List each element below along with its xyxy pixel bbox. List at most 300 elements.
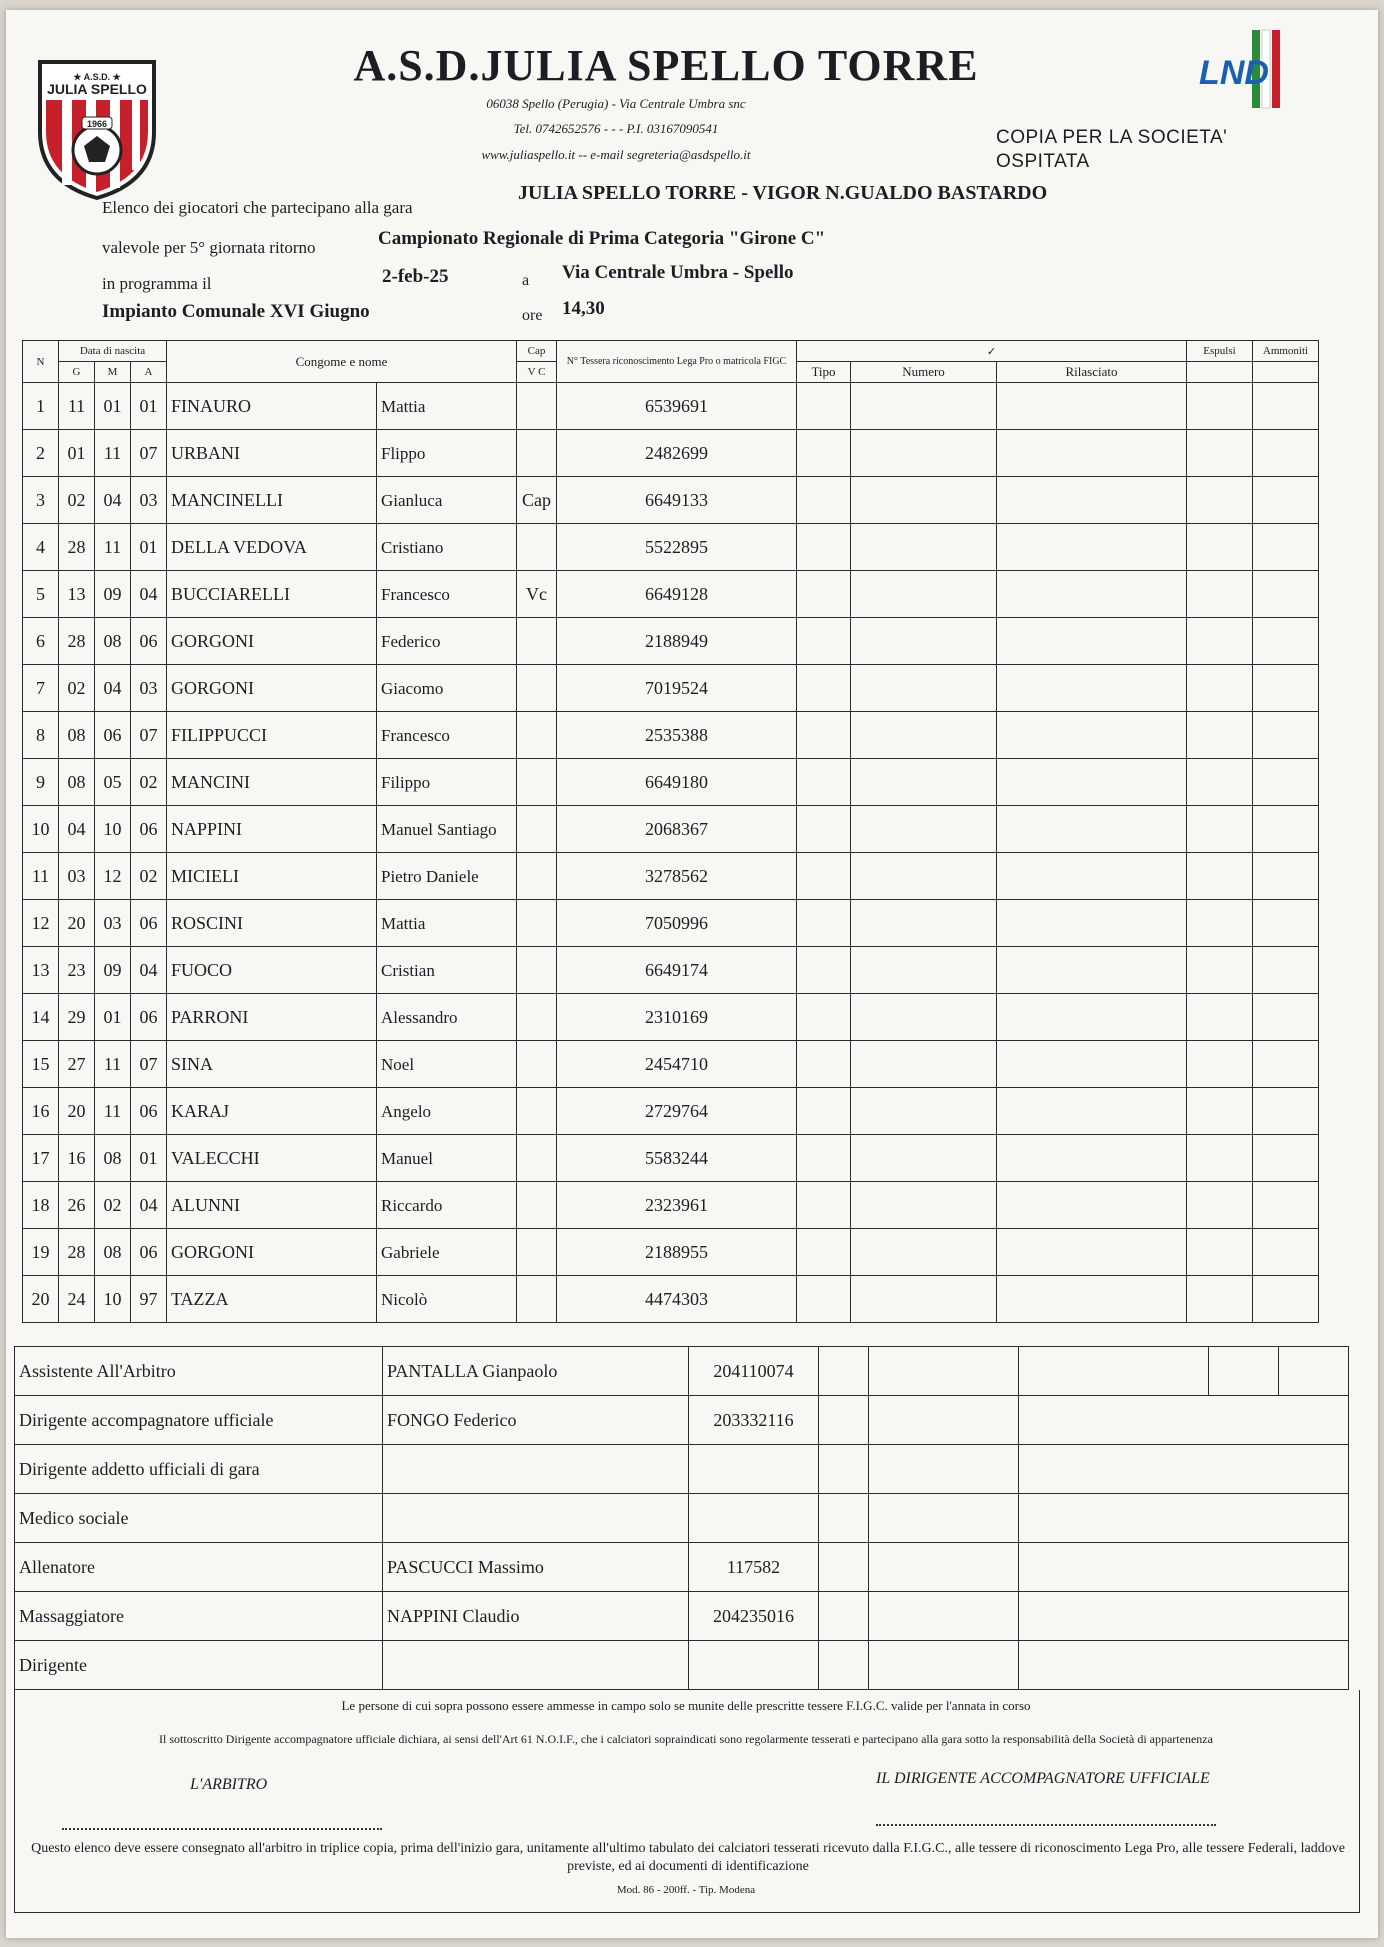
player-tessera: 7019524 bbox=[557, 665, 797, 712]
staff-empty-cell bbox=[819, 1494, 869, 1543]
col-a: A bbox=[131, 362, 167, 383]
player-number: 11 bbox=[23, 853, 59, 900]
manager-signature-line bbox=[876, 1822, 1216, 1826]
players-label: Elenco dei giocatori che partecipano alla gara bbox=[102, 198, 413, 217]
staff-row bbox=[15, 1543, 1349, 1592]
espulsi-cell bbox=[1187, 477, 1253, 524]
player-role: Cap bbox=[517, 477, 557, 524]
doc-numero-cell bbox=[851, 900, 997, 947]
player-row bbox=[23, 1229, 1319, 1276]
birth-day: 02 bbox=[59, 477, 95, 524]
player-role bbox=[517, 994, 557, 1041]
player-role bbox=[517, 900, 557, 947]
player-role bbox=[517, 665, 557, 712]
doc-tipo-cell bbox=[797, 1041, 851, 1088]
player-row bbox=[23, 618, 1319, 665]
staff-empty-cell bbox=[869, 1347, 1019, 1396]
lnd-logo bbox=[1194, 26, 1290, 116]
player-row bbox=[23, 665, 1319, 712]
player-number: 7 bbox=[23, 665, 59, 712]
player-first-name: Riccardo bbox=[377, 1182, 517, 1229]
doc-numero-cell bbox=[851, 712, 997, 759]
player-number: 14 bbox=[23, 994, 59, 1041]
staff-empty-cell bbox=[869, 1445, 1019, 1494]
staff-empty-cell bbox=[869, 1592, 1019, 1641]
player-number: 12 bbox=[23, 900, 59, 947]
copy-note-line1: COPIA PER LA SOCIETA' bbox=[996, 127, 1228, 148]
col-tipo: Tipo bbox=[797, 362, 851, 383]
ammoniti-cell bbox=[1253, 1041, 1319, 1088]
player-row bbox=[23, 571, 1319, 618]
player-surname: KARAJ bbox=[167, 1088, 377, 1135]
col-g: G bbox=[59, 362, 95, 383]
birth-day: 23 bbox=[59, 947, 95, 994]
player-tessera: 2188955 bbox=[557, 1229, 797, 1276]
player-row bbox=[23, 900, 1319, 947]
staff-empty-cell bbox=[819, 1445, 869, 1494]
col-vc: V C bbox=[517, 362, 557, 383]
player-row bbox=[23, 806, 1319, 853]
club-logo bbox=[32, 52, 162, 202]
player-row bbox=[23, 1135, 1319, 1182]
staff-empty-cell bbox=[869, 1543, 1019, 1592]
doc-tipo-cell bbox=[797, 477, 851, 524]
birth-month: 08 bbox=[95, 1135, 131, 1182]
player-tessera: 2729764 bbox=[557, 1088, 797, 1135]
birth-day: 28 bbox=[59, 618, 95, 665]
svg-text:JULIA SPELLO: JULIA SPELLO bbox=[47, 81, 147, 97]
birth-year: 02 bbox=[131, 759, 167, 806]
doc-rilasciato-cell bbox=[997, 947, 1187, 994]
players-table bbox=[22, 340, 1319, 1323]
doc-numero-cell bbox=[851, 477, 997, 524]
player-surname: BUCCIARELLI bbox=[167, 571, 377, 618]
col-birth: Data di nascita bbox=[59, 341, 167, 362]
birth-year: 02 bbox=[131, 853, 167, 900]
player-row bbox=[23, 1088, 1319, 1135]
espulsi-cell bbox=[1187, 430, 1253, 477]
staff-empty-cell bbox=[869, 1641, 1019, 1690]
birth-year: 07 bbox=[131, 430, 167, 477]
doc-tipo-cell bbox=[797, 900, 851, 947]
player-surname: MANCINELLI bbox=[167, 477, 377, 524]
birth-day: 13 bbox=[59, 571, 95, 618]
staff-role: Assistente All'Arbitro bbox=[15, 1347, 383, 1396]
player-first-name: Nicolò bbox=[377, 1276, 517, 1323]
birth-year: 04 bbox=[131, 571, 167, 618]
player-role bbox=[517, 712, 557, 759]
col-numero: Numero bbox=[851, 362, 997, 383]
birth-day: 02 bbox=[59, 665, 95, 712]
player-surname: DELLA VEDOVA bbox=[167, 524, 377, 571]
player-surname: GORGONI bbox=[167, 665, 377, 712]
player-number: 6 bbox=[23, 618, 59, 665]
birth-month: 11 bbox=[95, 524, 131, 571]
player-row bbox=[23, 947, 1319, 994]
birth-month: 11 bbox=[95, 1041, 131, 1088]
espulsi-cell bbox=[1187, 947, 1253, 994]
espulsi-cell bbox=[1187, 1276, 1253, 1323]
birth-year: 01 bbox=[131, 1135, 167, 1182]
player-row bbox=[23, 759, 1319, 806]
player-first-name: Gianluca bbox=[377, 477, 517, 524]
player-first-name: Filippo bbox=[377, 759, 517, 806]
player-tessera: 6649133 bbox=[557, 477, 797, 524]
staff-empty-cell bbox=[1019, 1543, 1349, 1592]
doc-rilasciato-cell bbox=[997, 1088, 1187, 1135]
player-first-name: Francesco bbox=[377, 712, 517, 759]
staff-empty-cell bbox=[1019, 1494, 1349, 1543]
logo-year: 1966 bbox=[86, 119, 108, 129]
player-role bbox=[517, 853, 557, 900]
espulsi-cell bbox=[1187, 524, 1253, 571]
espulsi-cell bbox=[1187, 1088, 1253, 1135]
player-surname: PARRONI bbox=[167, 994, 377, 1041]
doc-tipo-cell bbox=[797, 1182, 851, 1229]
staff-name: FONGO Federico bbox=[383, 1396, 689, 1445]
staff-row bbox=[15, 1347, 1349, 1396]
staff-tessera bbox=[689, 1494, 819, 1543]
birth-day: 04 bbox=[59, 806, 95, 853]
birth-year: 06 bbox=[131, 618, 167, 665]
match-venue: Via Centrale Umbra - Spello bbox=[562, 262, 794, 283]
ammoniti-cell bbox=[1253, 1135, 1319, 1182]
player-role: Vc bbox=[517, 571, 557, 618]
staff-name: PANTALLA Gianpaolo bbox=[383, 1347, 689, 1396]
player-tessera: 6539691 bbox=[557, 383, 797, 430]
player-first-name: Flippo bbox=[377, 430, 517, 477]
player-row bbox=[23, 1182, 1319, 1229]
col-doc-mark: ✓ bbox=[797, 341, 1187, 362]
player-first-name: Angelo bbox=[377, 1088, 517, 1135]
player-first-name: Alessandro bbox=[377, 994, 517, 1041]
club-web: www.juliaspello.it -- e-mail segreteria@asdspello.it bbox=[481, 147, 751, 162]
match-time: 14,30 bbox=[562, 298, 605, 319]
doc-tipo-cell bbox=[797, 712, 851, 759]
player-role bbox=[517, 1229, 557, 1276]
player-first-name: Manuel bbox=[377, 1135, 517, 1182]
player-surname: GORGONI bbox=[167, 1229, 377, 1276]
birth-month: 10 bbox=[95, 1276, 131, 1323]
player-number: 9 bbox=[23, 759, 59, 806]
birth-day: 03 bbox=[59, 853, 95, 900]
espulsi-cell bbox=[1187, 900, 1253, 947]
espulsi-cell bbox=[1187, 1229, 1253, 1276]
footer-note-2: Il sottoscritto Dirigente accompagnatore ufficiale dichiara, ai sensi dell'Art 61 N.O.I.F., che i calciatori sopraindicati sono regolarmente tesserati e partecipano alla gara sotto la responsabilità della Società di appartenenza bbox=[159, 1732, 1213, 1746]
player-surname: ALUNNI bbox=[167, 1182, 377, 1229]
lineup-sheet bbox=[6, 10, 1378, 1938]
staff-empty-cell bbox=[819, 1543, 869, 1592]
birth-month: 01 bbox=[95, 994, 131, 1041]
doc-tipo-cell bbox=[797, 1135, 851, 1182]
player-role bbox=[517, 524, 557, 571]
player-number: 5 bbox=[23, 571, 59, 618]
referee-signature-line bbox=[62, 1826, 382, 1830]
staff-name bbox=[383, 1445, 689, 1494]
player-role bbox=[517, 759, 557, 806]
doc-tipo-cell bbox=[797, 1276, 851, 1323]
birth-month: 11 bbox=[95, 430, 131, 477]
staff-empty-cell bbox=[1019, 1445, 1349, 1494]
club-address: 06038 Spello (Perugia) - Via Centrale Umbra snc bbox=[486, 96, 746, 111]
birth-day: 01 bbox=[59, 430, 95, 477]
player-role bbox=[517, 1276, 557, 1323]
ammoniti-cell bbox=[1253, 665, 1319, 712]
birth-month: 01 bbox=[95, 383, 131, 430]
doc-numero-cell bbox=[851, 383, 997, 430]
doc-rilasciato-cell bbox=[997, 712, 1187, 759]
footer-note-1: Le persone di cui sopra possono essere ammesse in campo solo se munite delle prescritte tessere F.I.G.C. valide per l'annata in corso bbox=[341, 1698, 1031, 1713]
doc-tipo-cell bbox=[797, 1088, 851, 1135]
birth-year: 01 bbox=[131, 524, 167, 571]
player-surname: MICIELI bbox=[167, 853, 377, 900]
doc-tipo-cell bbox=[797, 1229, 851, 1276]
player-first-name: Noel bbox=[377, 1041, 517, 1088]
player-tessera: 6649180 bbox=[557, 759, 797, 806]
ammoniti-cell bbox=[1253, 383, 1319, 430]
ammoniti-cell bbox=[1253, 477, 1319, 524]
ammoniti-cell bbox=[1253, 1088, 1319, 1135]
espulsi-cell bbox=[1187, 571, 1253, 618]
player-number: 2 bbox=[23, 430, 59, 477]
valid-label: valevole per 5° giornata ritorno bbox=[102, 238, 316, 257]
staff-empty-cell bbox=[819, 1396, 869, 1445]
birth-month: 04 bbox=[95, 665, 131, 712]
staff-empty-cell bbox=[819, 1641, 869, 1690]
espulsi-cell bbox=[1187, 618, 1253, 665]
doc-numero-cell bbox=[851, 430, 997, 477]
staff-empty-cell bbox=[869, 1396, 1019, 1445]
doc-rilasciato-cell bbox=[997, 665, 1187, 712]
birth-month: 05 bbox=[95, 759, 131, 806]
col-n: N bbox=[23, 341, 59, 383]
birth-day: 20 bbox=[59, 900, 95, 947]
player-first-name: Gabriele bbox=[377, 1229, 517, 1276]
staff-row bbox=[15, 1445, 1349, 1494]
espulsi-cell bbox=[1187, 712, 1253, 759]
ammoniti-cell bbox=[1253, 618, 1319, 665]
lnd-logo-text: LND bbox=[1199, 54, 1269, 92]
manager-label: IL DIRIGENTE ACCOMPAGNATORE UFFICIALE bbox=[876, 1770, 1210, 1787]
birth-day: 20 bbox=[59, 1088, 95, 1135]
player-tessera: 6649174 bbox=[557, 947, 797, 994]
birth-month: 09 bbox=[95, 947, 131, 994]
doc-rilasciato-cell bbox=[997, 571, 1187, 618]
staff-role: Dirigente bbox=[15, 1641, 383, 1690]
player-surname: FUOCO bbox=[167, 947, 377, 994]
doc-numero-cell bbox=[851, 524, 997, 571]
doc-numero-cell bbox=[851, 759, 997, 806]
espulsi-cell bbox=[1187, 665, 1253, 712]
doc-rilasciato-cell bbox=[997, 853, 1187, 900]
birth-day: 28 bbox=[59, 524, 95, 571]
doc-rilasciato-cell bbox=[997, 524, 1187, 571]
col-rilasciato: Rilasciato bbox=[997, 362, 1187, 383]
player-number: 3 bbox=[23, 477, 59, 524]
player-tessera: 3278562 bbox=[557, 853, 797, 900]
staff-tessera: 117582 bbox=[689, 1543, 819, 1592]
ammoniti-cell bbox=[1253, 712, 1319, 759]
birth-month: 10 bbox=[95, 806, 131, 853]
player-number: 18 bbox=[23, 1182, 59, 1229]
doc-tipo-cell bbox=[797, 524, 851, 571]
staff-role: Medico sociale bbox=[15, 1494, 383, 1543]
player-row bbox=[23, 524, 1319, 571]
doc-tipo-cell bbox=[797, 947, 851, 994]
staff-tessera: 204235016 bbox=[689, 1592, 819, 1641]
doc-rilasciato-cell bbox=[997, 383, 1187, 430]
player-number: 4 bbox=[23, 524, 59, 571]
espulsi-cell bbox=[1187, 994, 1253, 1041]
espulsi-cell bbox=[1187, 853, 1253, 900]
player-tessera: 4474303 bbox=[557, 1276, 797, 1323]
espulsi-cell bbox=[1187, 383, 1253, 430]
player-role bbox=[517, 618, 557, 665]
ammoniti-cell bbox=[1253, 524, 1319, 571]
birth-year: 04 bbox=[131, 1182, 167, 1229]
doc-rilasciato-cell bbox=[997, 1229, 1187, 1276]
club-phone: Tel. 0742652576 - - - P.I. 03167090541 bbox=[513, 121, 719, 136]
birth-month: 08 bbox=[95, 1229, 131, 1276]
ammoniti-cell bbox=[1253, 430, 1319, 477]
ammoniti-cell bbox=[1253, 853, 1319, 900]
player-tessera: 6649128 bbox=[557, 571, 797, 618]
birth-month: 02 bbox=[95, 1182, 131, 1229]
col-name: Congome e nome bbox=[167, 341, 517, 383]
doc-tipo-cell bbox=[797, 383, 851, 430]
staff-row bbox=[15, 1641, 1349, 1690]
espulsi-cell bbox=[1187, 1135, 1253, 1182]
player-row bbox=[23, 430, 1319, 477]
doc-numero-cell bbox=[851, 1229, 997, 1276]
staff-role: Dirigente accompagnatore ufficiale bbox=[15, 1396, 383, 1445]
birth-month: 09 bbox=[95, 571, 131, 618]
birth-year: 03 bbox=[131, 477, 167, 524]
ammoniti-cell bbox=[1253, 994, 1319, 1041]
doc-numero-cell bbox=[851, 1135, 997, 1182]
birth-month: 12 bbox=[95, 853, 131, 900]
staff-role: Dirigente addetto ufficiali di gara bbox=[15, 1445, 383, 1494]
player-surname: URBANI bbox=[167, 430, 377, 477]
copy-note bbox=[996, 126, 1227, 174]
player-row bbox=[23, 994, 1319, 1041]
player-first-name: Manuel Santiago bbox=[377, 806, 517, 853]
birth-year: 06 bbox=[131, 994, 167, 1041]
birth-day: 29 bbox=[59, 994, 95, 1041]
player-row bbox=[23, 853, 1319, 900]
birth-year: 04 bbox=[131, 947, 167, 994]
staff-empty-cell bbox=[1019, 1641, 1349, 1690]
copy-note-line2: OSPITATA bbox=[996, 151, 1090, 172]
doc-numero-cell bbox=[851, 618, 997, 665]
birth-month: 11 bbox=[95, 1088, 131, 1135]
birth-month: 04 bbox=[95, 477, 131, 524]
staff-row bbox=[15, 1494, 1349, 1543]
player-number: 16 bbox=[23, 1088, 59, 1135]
player-first-name: Francesco bbox=[377, 571, 517, 618]
player-surname: VALECCHI bbox=[167, 1135, 377, 1182]
col-ammoniti-sub bbox=[1253, 362, 1319, 383]
staff-name: PASCUCCI Massimo bbox=[383, 1543, 689, 1592]
ammoniti-cell bbox=[1253, 1229, 1319, 1276]
player-first-name: Cristian bbox=[377, 947, 517, 994]
footer-box bbox=[14, 1690, 1360, 1913]
doc-tipo-cell bbox=[797, 994, 851, 1041]
staff-empty-cell bbox=[1019, 1347, 1209, 1396]
doc-rilasciato-cell bbox=[997, 806, 1187, 853]
player-first-name: Pietro Daniele bbox=[377, 853, 517, 900]
player-number: 19 bbox=[23, 1229, 59, 1276]
header-row-1 bbox=[23, 341, 1319, 362]
player-surname: SINA bbox=[167, 1041, 377, 1088]
doc-numero-cell bbox=[851, 571, 997, 618]
player-surname: ROSCINI bbox=[167, 900, 377, 947]
player-role bbox=[517, 430, 557, 477]
doc-rilasciato-cell bbox=[997, 900, 1187, 947]
staff-empty-cell bbox=[1209, 1347, 1279, 1396]
player-tessera: 2068367 bbox=[557, 806, 797, 853]
player-number: 8 bbox=[23, 712, 59, 759]
ammoniti-cell bbox=[1253, 806, 1319, 853]
birth-month: 08 bbox=[95, 618, 131, 665]
birth-day: 24 bbox=[59, 1276, 95, 1323]
birth-year: 06 bbox=[131, 1088, 167, 1135]
player-role bbox=[517, 1088, 557, 1135]
player-role bbox=[517, 1182, 557, 1229]
player-row bbox=[23, 1276, 1319, 1323]
doc-numero-cell bbox=[851, 1088, 997, 1135]
player-first-name: Mattia bbox=[377, 383, 517, 430]
doc-tipo-cell bbox=[797, 618, 851, 665]
player-row bbox=[23, 1041, 1319, 1088]
championship: Campionato Regionale di Prima Categoria "Girone C" bbox=[378, 228, 826, 249]
player-tessera: 2310169 bbox=[557, 994, 797, 1041]
player-number: 1 bbox=[23, 383, 59, 430]
at-label: a bbox=[522, 272, 530, 289]
birth-day: 11 bbox=[59, 383, 95, 430]
doc-numero-cell bbox=[851, 994, 997, 1041]
ammoniti-cell bbox=[1253, 1182, 1319, 1229]
birth-day: 08 bbox=[59, 759, 95, 806]
referee-label: L'ARBITRO bbox=[190, 1776, 268, 1793]
player-row bbox=[23, 383, 1319, 430]
facility: Impianto Comunale XVI Giugno bbox=[102, 301, 370, 322]
birth-year: 07 bbox=[131, 712, 167, 759]
player-first-name: Giacomo bbox=[377, 665, 517, 712]
doc-rilasciato-cell bbox=[997, 1276, 1187, 1323]
player-first-name: Mattia bbox=[377, 900, 517, 947]
birth-year: 07 bbox=[131, 1041, 167, 1088]
staff-empty-cell bbox=[1019, 1396, 1349, 1445]
birth-day: 28 bbox=[59, 1229, 95, 1276]
player-first-name: Federico bbox=[377, 618, 517, 665]
time-label: ore bbox=[522, 307, 543, 324]
espulsi-cell bbox=[1187, 1182, 1253, 1229]
col-espulsi-sub bbox=[1187, 362, 1253, 383]
doc-rilasciato-cell bbox=[997, 994, 1187, 1041]
staff-name bbox=[383, 1494, 689, 1543]
player-role bbox=[517, 383, 557, 430]
doc-numero-cell bbox=[851, 1041, 997, 1088]
doc-rilasciato-cell bbox=[997, 1041, 1187, 1088]
birth-year: 06 bbox=[131, 1229, 167, 1276]
form-code: Mod. 86 - 200ff. - Tip. Modena bbox=[616, 1884, 756, 1896]
ammoniti-cell bbox=[1253, 900, 1319, 947]
staff-empty-cell bbox=[819, 1592, 869, 1641]
staff-empty-cell bbox=[1279, 1347, 1349, 1396]
player-surname: NAPPINI bbox=[167, 806, 377, 853]
player-role bbox=[517, 1135, 557, 1182]
